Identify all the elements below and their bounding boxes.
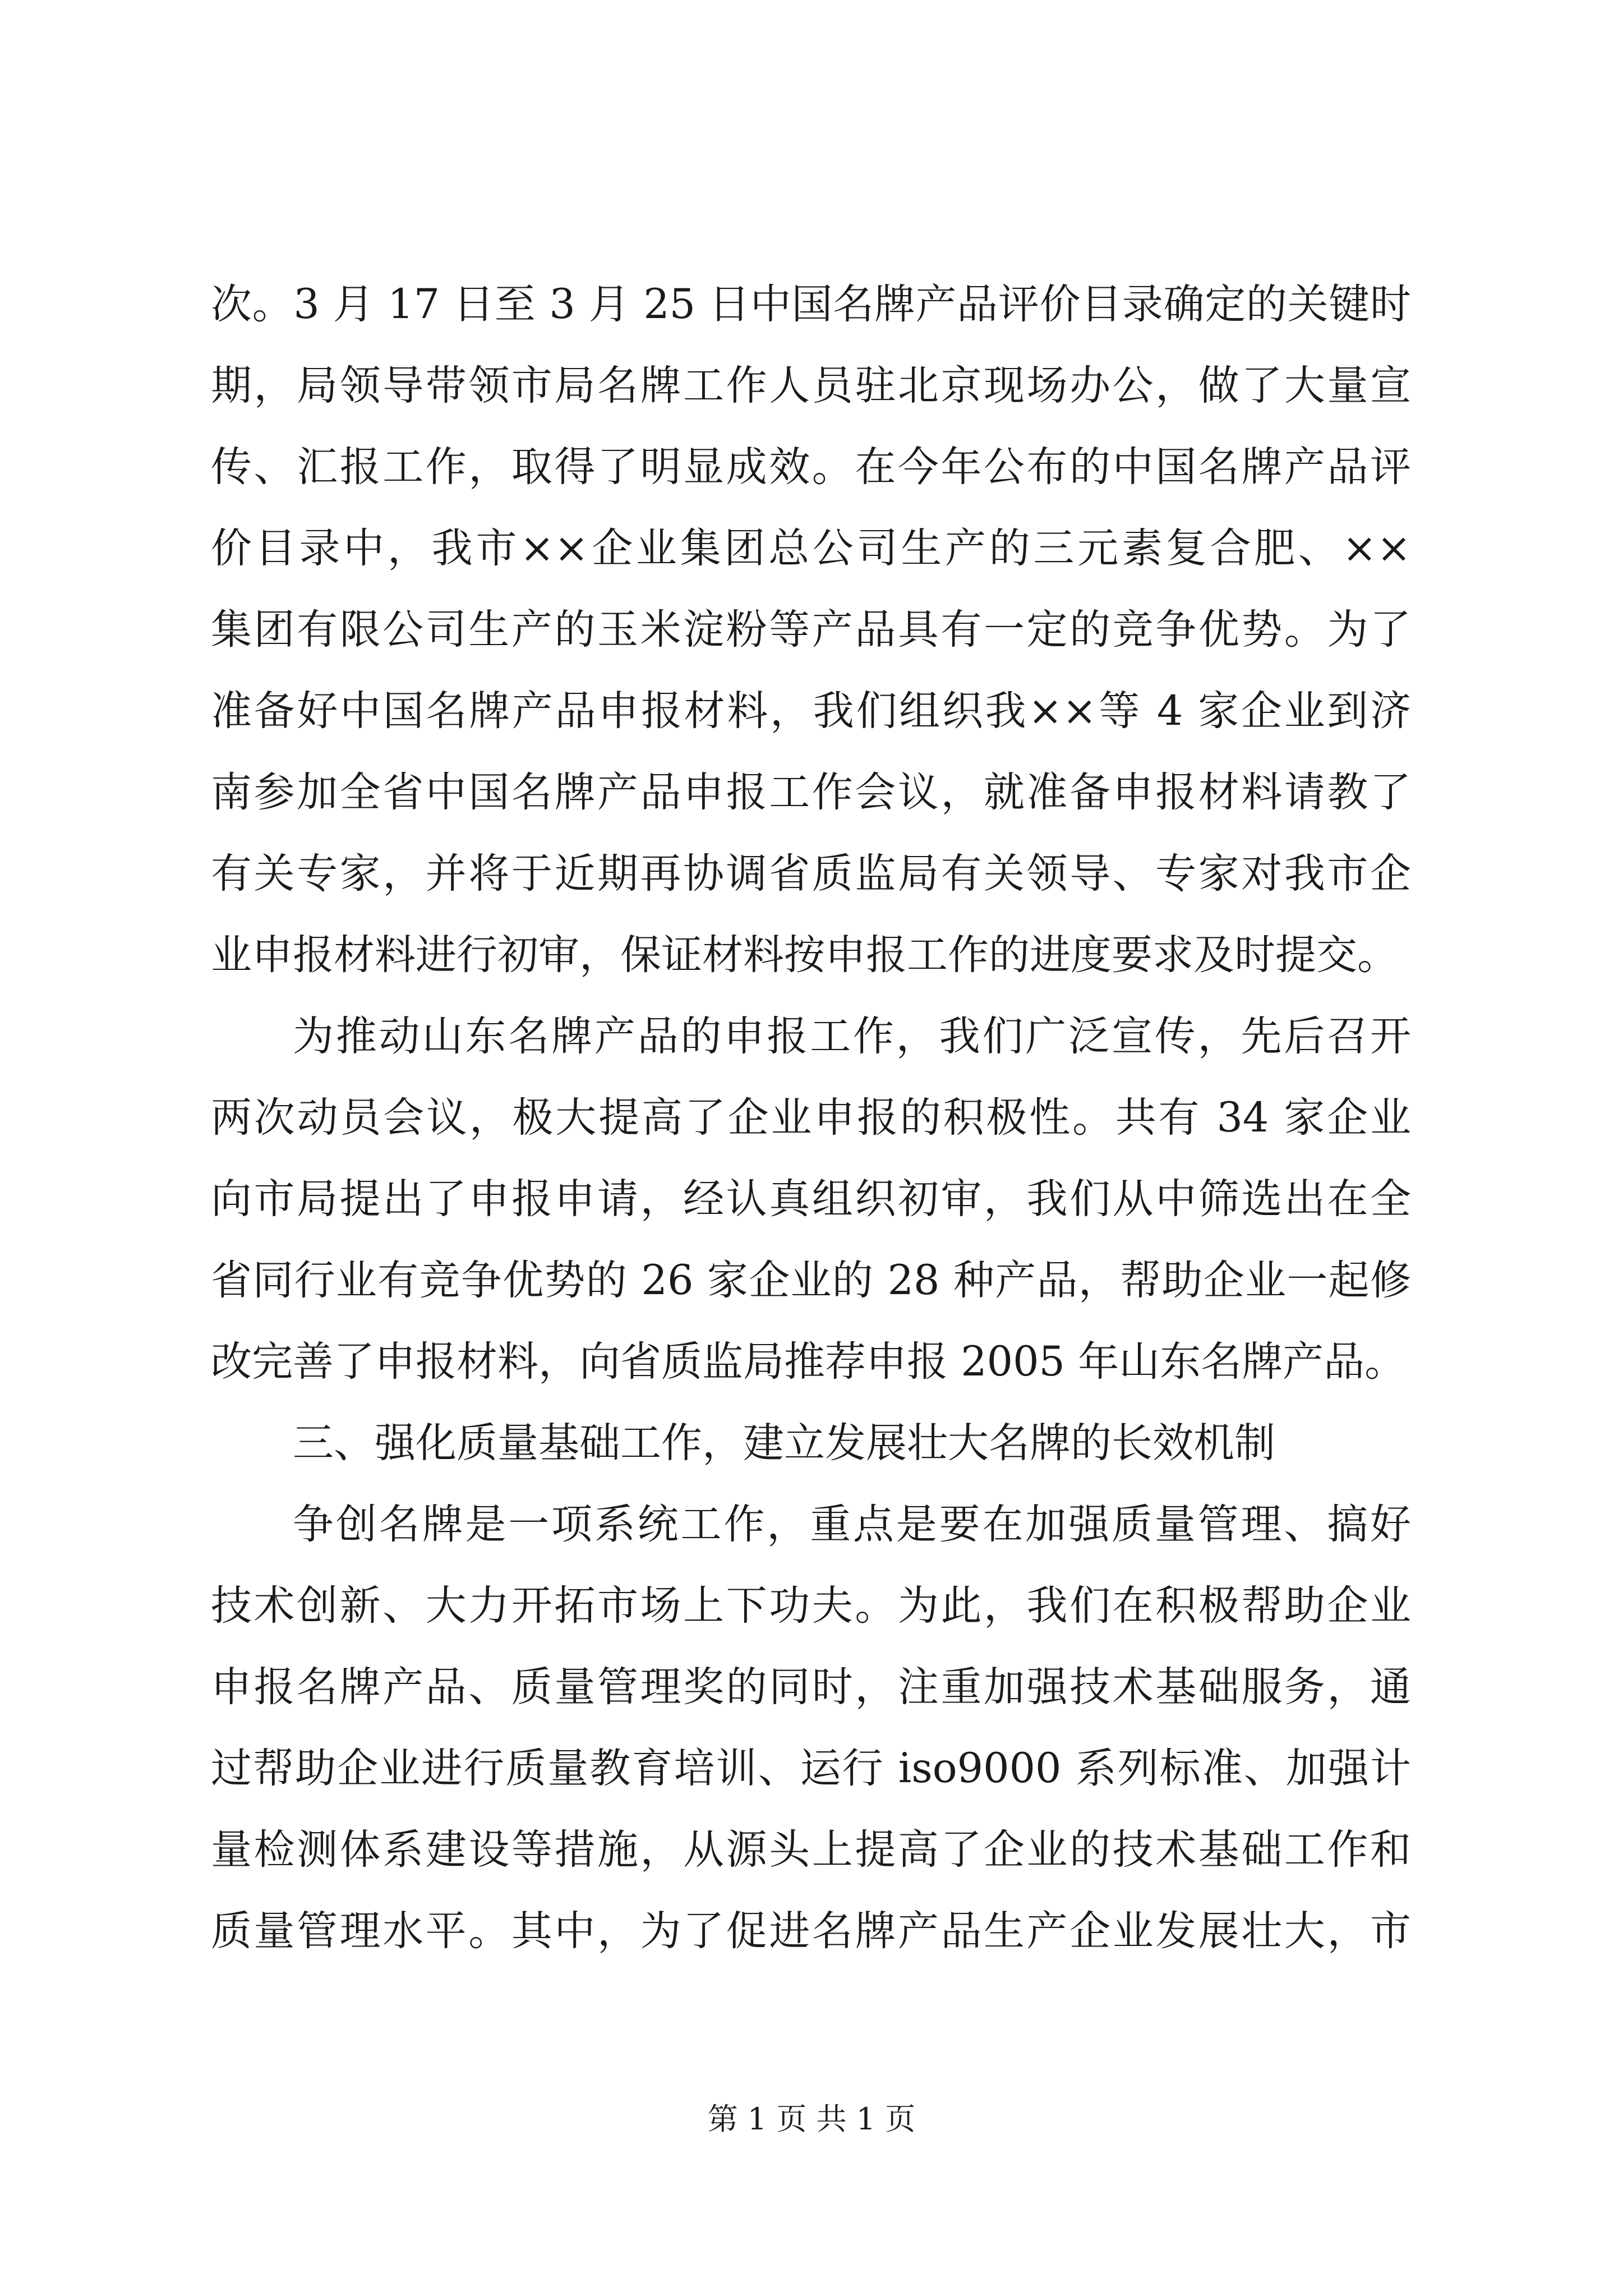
text-line: 为推动山东名牌产品的申报工作，我们广泛宣传，先后召开 xyxy=(293,1013,1411,1060)
text-line: 次。3 月 17 日至 3 月 25 日中国名牌产品评价目录确定的关键时 xyxy=(211,280,1411,328)
text-line: 省同行业有竞争优势的 26 家企业的 28 种产品，帮助企业一起修 xyxy=(211,1257,1411,1304)
text-line: 过帮助企业进行质量教育培训、运行 iso9000 系列标准、加强计 xyxy=(211,1745,1411,1792)
text-line: 准备好中国名牌产品申报材料，我们组织我××等 4 家企业到济 xyxy=(211,687,1411,735)
text-line: 价目录中，我市××企业集团总公司生产的三元素复合肥、×× xyxy=(211,524,1411,572)
text-line: 量检测体系建设等措施，从源头上提高了企业的技术基础工作和 xyxy=(211,1826,1411,1874)
text-line: 申报名牌产品、质量管理奖的同时，注重加强技术基础服务，通 xyxy=(211,1663,1411,1711)
text-line: 两次动员会议，极大提高了企业申报的积极性。共有 34 家企业 xyxy=(211,1094,1411,1142)
text-line: 质量管理水平。其中，为了促进名牌产品生产企业发展壮大，市 xyxy=(211,1907,1411,1955)
text-line: 向市局提出了申报申请，经认真组织初审，我们从中筛选出在全 xyxy=(211,1175,1411,1223)
text-line: 技术创新、大力开拓市场上下功夫。为此，我们在积极帮助企业 xyxy=(211,1582,1411,1630)
text-line: 传、汇报工作，取得了明显成效。在今年公布的中国名牌产品评 xyxy=(211,443,1411,491)
text-line: 集团有限公司生产的玉米淀粉等产品具有一定的竞争优势。为了 xyxy=(211,606,1411,654)
text-line: 期，局领导带领市局名牌工作人员驻北京现场办公，做了大量宣 xyxy=(211,362,1411,409)
section-heading: 三、强化质量基础工作，建立发展壮大名牌的长效机制 xyxy=(293,1419,1275,1467)
text-line: 业申报材料进行初审，保证材料按申报工作的进度要求及时提交。 xyxy=(211,931,1398,979)
text-line: 有关专家，并将于近期再协调省质监局有关领导、专家对我市企 xyxy=(211,850,1411,898)
text-line: 争创名牌是一项系统工作，重点是要在加强质量管理、搞好 xyxy=(293,1501,1411,1548)
document-body xyxy=(211,264,1411,1972)
page-number: 第 1 页 共 1 页 xyxy=(707,2101,916,2137)
text-line: 南参加全省中国名牌产品申报工作会议，就准备申报材料请教了 xyxy=(211,769,1411,816)
text-line: 改完善了申报材料，向省质监局推荐申报 2005 年山东名牌产品。 xyxy=(211,1338,1406,1386)
page-footer xyxy=(0,2097,1623,2142)
